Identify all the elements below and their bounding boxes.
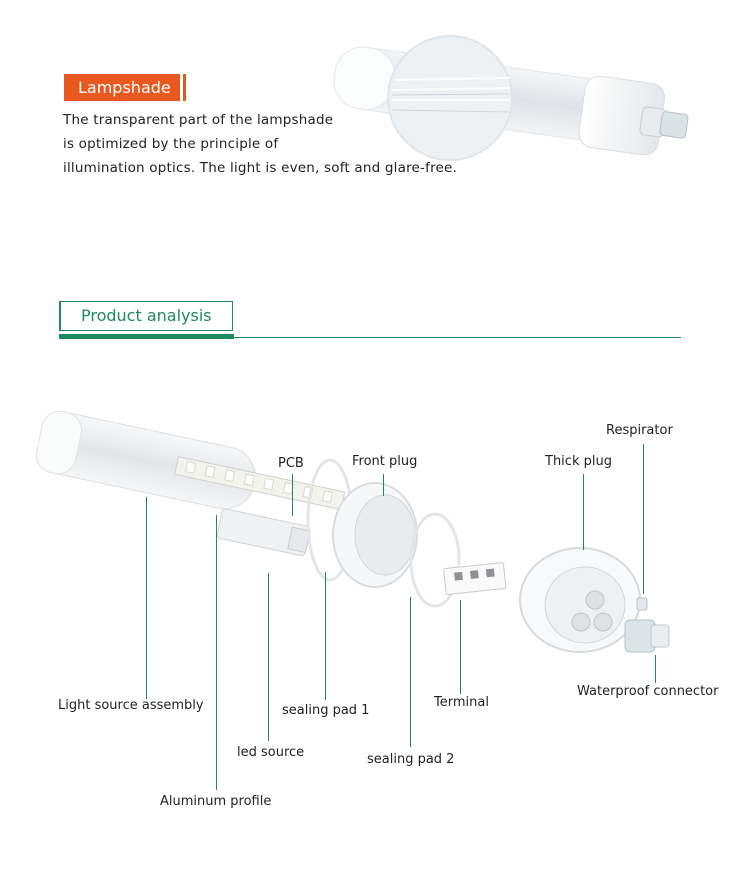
lampshade-text-line-3: illumination optics. The light is even, soft and glare-free.	[63, 160, 458, 176]
leader-sealing-pad-2	[410, 597, 411, 747]
leader-led-source	[268, 573, 269, 741]
label-terminal: Terminal	[434, 695, 489, 710]
label-pcb: PCB	[278, 456, 304, 471]
lampshade-text-line-1: The transparent part of the lampshade	[63, 112, 334, 128]
leader-light-source-assembly	[146, 497, 147, 699]
exploded-view-image	[25, 400, 725, 690]
label-sealing-pad-1: sealing pad 1	[282, 703, 370, 718]
label-aluminum-profile: Aluminum profile	[160, 794, 272, 809]
label-led-source: led source	[237, 745, 305, 760]
label-sealing-pad-2: sealing pad 2	[367, 752, 455, 767]
lampshade-tag: Lampshade	[64, 74, 180, 101]
leader-thick-plug	[583, 474, 584, 550]
lampshade-tag-bar	[183, 74, 186, 101]
product-analysis-heading: Product analysis	[59, 301, 233, 331]
label-front-plug: Front plug	[352, 454, 418, 469]
lamp-tube-image	[310, 30, 730, 210]
leader-sealing-pad-1	[325, 572, 326, 700]
leader-respirator	[643, 444, 644, 594]
leader-aluminum-profile	[216, 515, 217, 790]
leader-pcb	[292, 474, 293, 516]
section-divider-accent	[59, 334, 234, 339]
label-light-source-assembly: Light source assembly	[58, 698, 204, 713]
label-respirator: Respirator	[606, 423, 673, 438]
leader-front-plug	[383, 474, 384, 496]
leader-terminal	[460, 600, 461, 694]
label-thick-plug: Thick plug	[545, 454, 612, 469]
label-waterproof-connector: Waterproof connector	[577, 684, 719, 699]
lampshade-text-line-2: is optimized by the principle of	[63, 136, 279, 152]
leader-waterproof-connector	[655, 655, 656, 683]
